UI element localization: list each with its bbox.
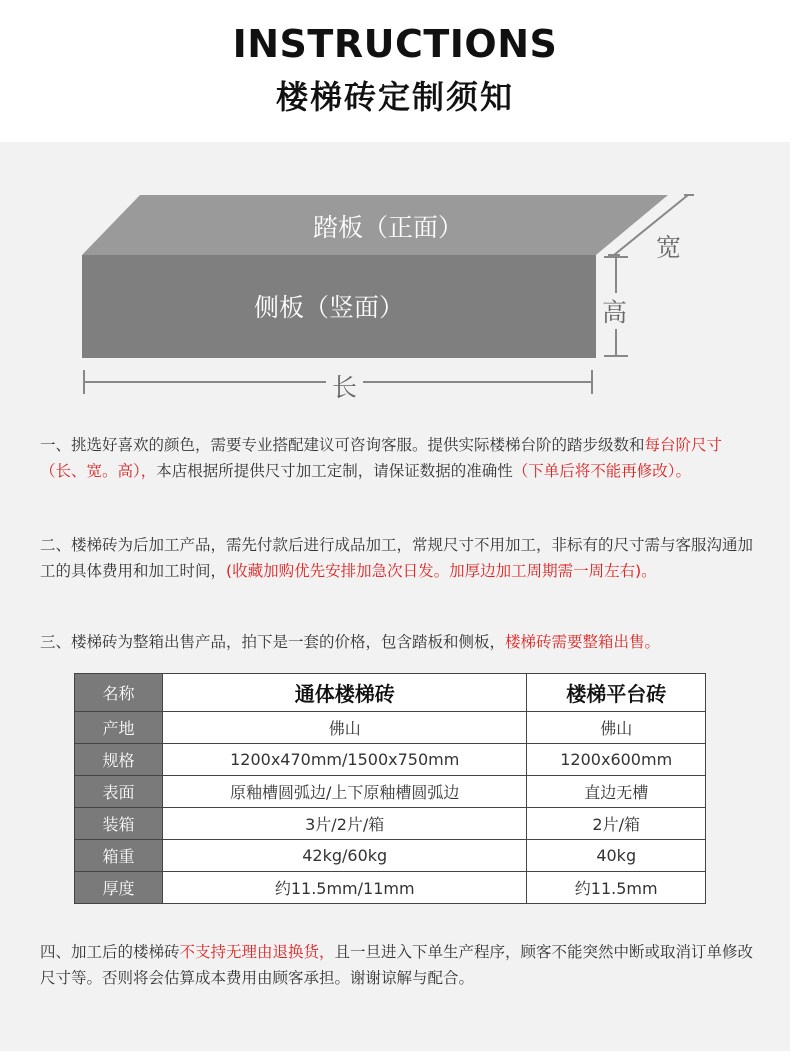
table-cell: 约11.5mm/11mm: [163, 872, 527, 904]
table-row: [75, 808, 706, 840]
table-header-cell: 楼梯平台砖: [527, 674, 706, 712]
table-cell: 3片/2片/箱: [163, 808, 527, 840]
row-label: 厚度: [75, 872, 163, 904]
height-label: 高: [602, 293, 627, 329]
table-row: [75, 744, 706, 776]
row-label: 装箱: [75, 808, 163, 840]
table-cell: 1200x600mm: [527, 744, 706, 776]
instruction-3: 三、楼梯砖为整箱出售产品，拍下是一套的价格，包含踏板和侧板，楼梯砖需要整箱出售。: [40, 633, 661, 651]
table-cell: 1200x470mm/1500x750mm: [163, 744, 527, 776]
title-chinese: 楼梯砖定制须知: [275, 78, 514, 116]
instruction-4: 四、加工后的楼梯砖不支持无理由退换货，且一旦进入下单生产程序，顾客不能突然中断或取消订单修改尺寸等。否则将会估算成本费用由顾客承担。谢谢谅解与配合。: [40, 943, 754, 987]
table-cell: 42kg/60kg: [163, 840, 527, 872]
table-cell: 佛山: [163, 712, 527, 744]
table-row: [75, 776, 706, 808]
row-label: 表面: [75, 776, 163, 808]
width-label: 宽: [656, 233, 682, 262]
front-face-label: 侧板（竖面）: [254, 293, 405, 322]
top-face-label: 踏板（正面）: [313, 213, 464, 242]
title-english: INSTRUCTIONS: [232, 22, 558, 66]
table-header-cell: 名称: [75, 674, 163, 712]
row-label: 产地: [75, 712, 163, 744]
instruction-1: 一、挑选好喜欢的颜色，需要专业搭配建议可咨询客服。提供实际楼梯台阶的踏步级数和每台阶尺寸（长、宽。高），本店根据所提供尺寸加工定制，请保证数据的准确性（下单后将不能再修改）。: [40, 436, 723, 480]
stair-tile-diagram: [0, 180, 790, 410]
table-row: [75, 840, 706, 872]
length-label: 长: [326, 368, 363, 404]
page-header: [0, 0, 790, 142]
table-cell: 40kg: [527, 840, 706, 872]
table-cell: 原釉槽圆弧边/上下原釉槽圆弧边: [163, 776, 527, 808]
table-header-cell: 通体楼梯砖: [163, 674, 527, 712]
table-row: [75, 872, 706, 904]
table-cell: 直边无槽: [527, 776, 706, 808]
table-header-row: [75, 674, 706, 712]
row-label: 箱重: [75, 840, 163, 872]
spec-table: [74, 673, 706, 904]
row-label: 规格: [75, 744, 163, 776]
table-row: [75, 712, 706, 744]
instruction-2: 二、楼梯砖为后加工产品，需先付款后进行成品加工，常规尺寸不用加工，非标有的尺寸需与客服沟通加工的具体费用和加工时间，(收藏加购优先安排加急次日发。加厚边加工周期需一周左右)。: [40, 536, 754, 580]
table-cell: 约11.5mm: [527, 872, 706, 904]
table-cell: 2片/箱: [527, 808, 706, 840]
table-cell: 佛山: [527, 712, 706, 744]
